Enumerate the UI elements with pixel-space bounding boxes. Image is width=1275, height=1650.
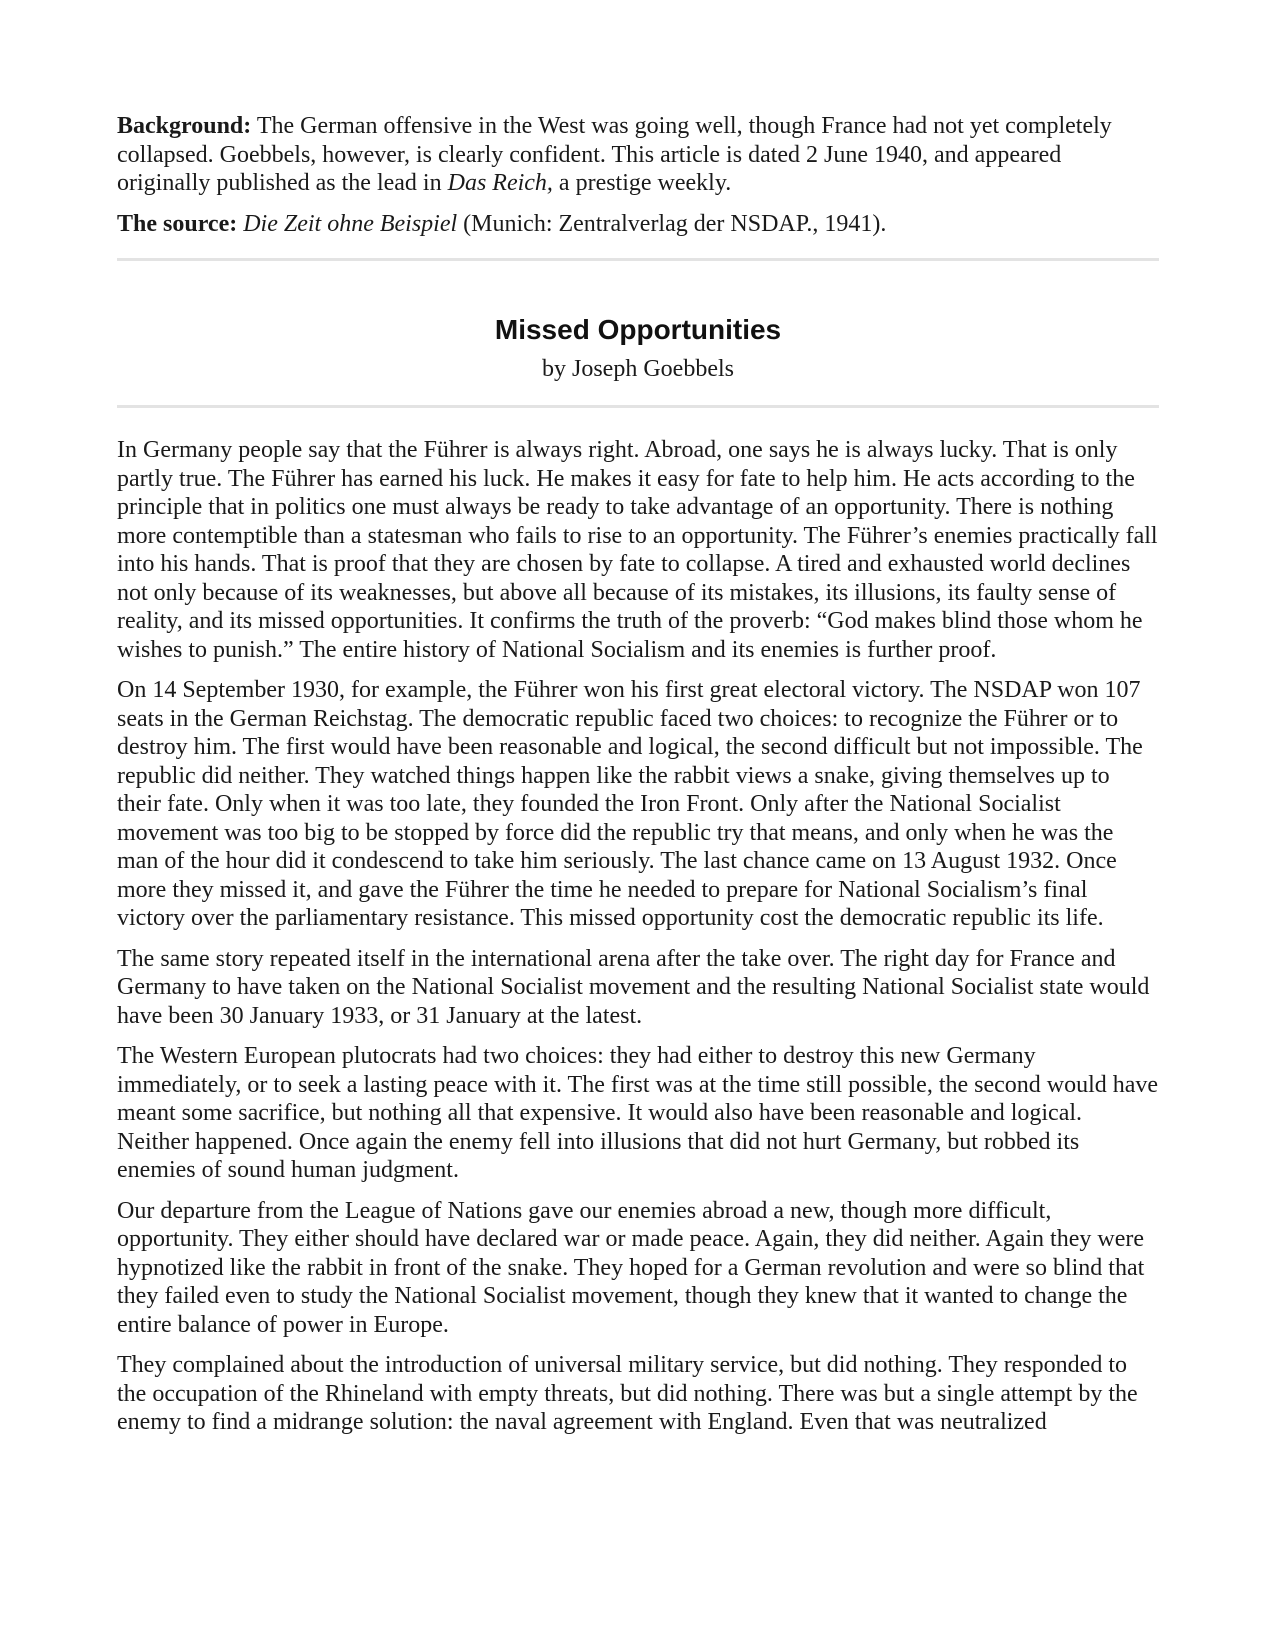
background-label: Background: (117, 113, 252, 139)
article-paragraph: The Western European plutocrats had two choices: they had either to destroy this new Germany immediately, or to seek a lasting peace with it. The first was at the time still possible, the second would have meant some sacrifice, but nothing all that expensive. It would also have been reasonable and logical. Neither happened. Once again the enemy fell into illusions that did not hurt Germany, but robbed its enemies of sound human judgment. (117, 1043, 1159, 1183)
source-label: The source: (117, 210, 238, 237)
background-note (117, 112, 1159, 198)
publication-name: Das Reich, (447, 170, 553, 196)
article-header (117, 261, 1159, 405)
article-paragraph: They complained about the introduction of universal military service, but did nothing. They responded to the occupation of the Rhineland with empty threats, but did nothing. There was but a single attempt by the enemy to find a midrange solution: the naval agreement with England. Even that was neutralized (117, 1352, 1138, 1435)
article-title: Missed Opportunities (494, 314, 782, 345)
article-paragraph: The same story repeated itself in the international arena after the take over. The right day for France and Germany to have taken on the National Socialist movement and the resulting National Socialist state would have been 30 January 1933, or 31 January at the latest. (117, 945, 1150, 1029)
background-tail: a prestige weekly. (552, 170, 732, 196)
document-page (117, 112, 1159, 1449)
article-paragraph: In Germany people say that the Führer is always right. Abroad, one says he is always lucky. That is only partly true. The Führer has earned his luck. He makes it easy for fate to help him. He acts according to the principle that in politics one must always be ready to take advantage of an opportunity. There is nothing more contemptible than a statesman who fails to rise to an opportunity. The Führer’s enemies practically fall into his hands. That is proof that they are chosen by fate to collapse. A tired and exhausted world declines not only because of its weaknesses, but above all because of its mistakes, its illusions, its faulty sense of reality, and its missed opportunities. It confirms the truth of the proverb: “God makes blind those whom he wishes to punish.” The entire history of National Socialism and its enemies is further proof. (117, 437, 1158, 663)
article-byline: by Joseph Goebbels (542, 356, 734, 382)
source-note (117, 210, 1159, 239)
article-body (117, 408, 1159, 1437)
background-text: The German offensive in the West was going well, though France had not yet completely collapsed. Goebbels, however, is clearly confident. This article is dated 2 June 1940, and appeared originally published as the lead in (117, 113, 1112, 196)
article-paragraph: Our departure from the League of Nations gave our enemies abroad a new, though more difficult, opportunity. They either should have declared war or made peace. Again, they did neither. Again they were hypnotized like the rabbit in front of the snake. They hoped for a German revolution and were so blind that they failed even to study the National Socialist movement, though they knew that it wanted to change the entire balance of power in Europe. (117, 1197, 1145, 1338)
source-tail: (Munich: Zentralverlag der NSDAP., 1941). (457, 210, 887, 237)
source-title: Die Zeit ohne Beispiel (243, 210, 458, 237)
article-paragraph: On 14 September 1930, for example, the Führer won his first great electoral victory. The NSDAP won 107 seats in the German Reichstag. The democratic republic faced two choices: to recognize the Führer or to destroy him. The first would have been reasonable and logical, the second difficult but not impossible. The republic did neither. They watched things happen like the rabbit views a snake, giving themselves up to their fate. Only when it was too late, they founded the Iron Front. Only after the National Socialist movement was too big to be stopped by force did the republic try that means, and only when he was the man of the hour did it condescend to take him seriously. The last chance came on 13 August 1932. Once more they missed it, and gave the Führer the time he needed to prepare for National Socialism’s final victory over the parliamentary resistance. This missed opportunity cost the democratic republic its life. (117, 677, 1143, 931)
